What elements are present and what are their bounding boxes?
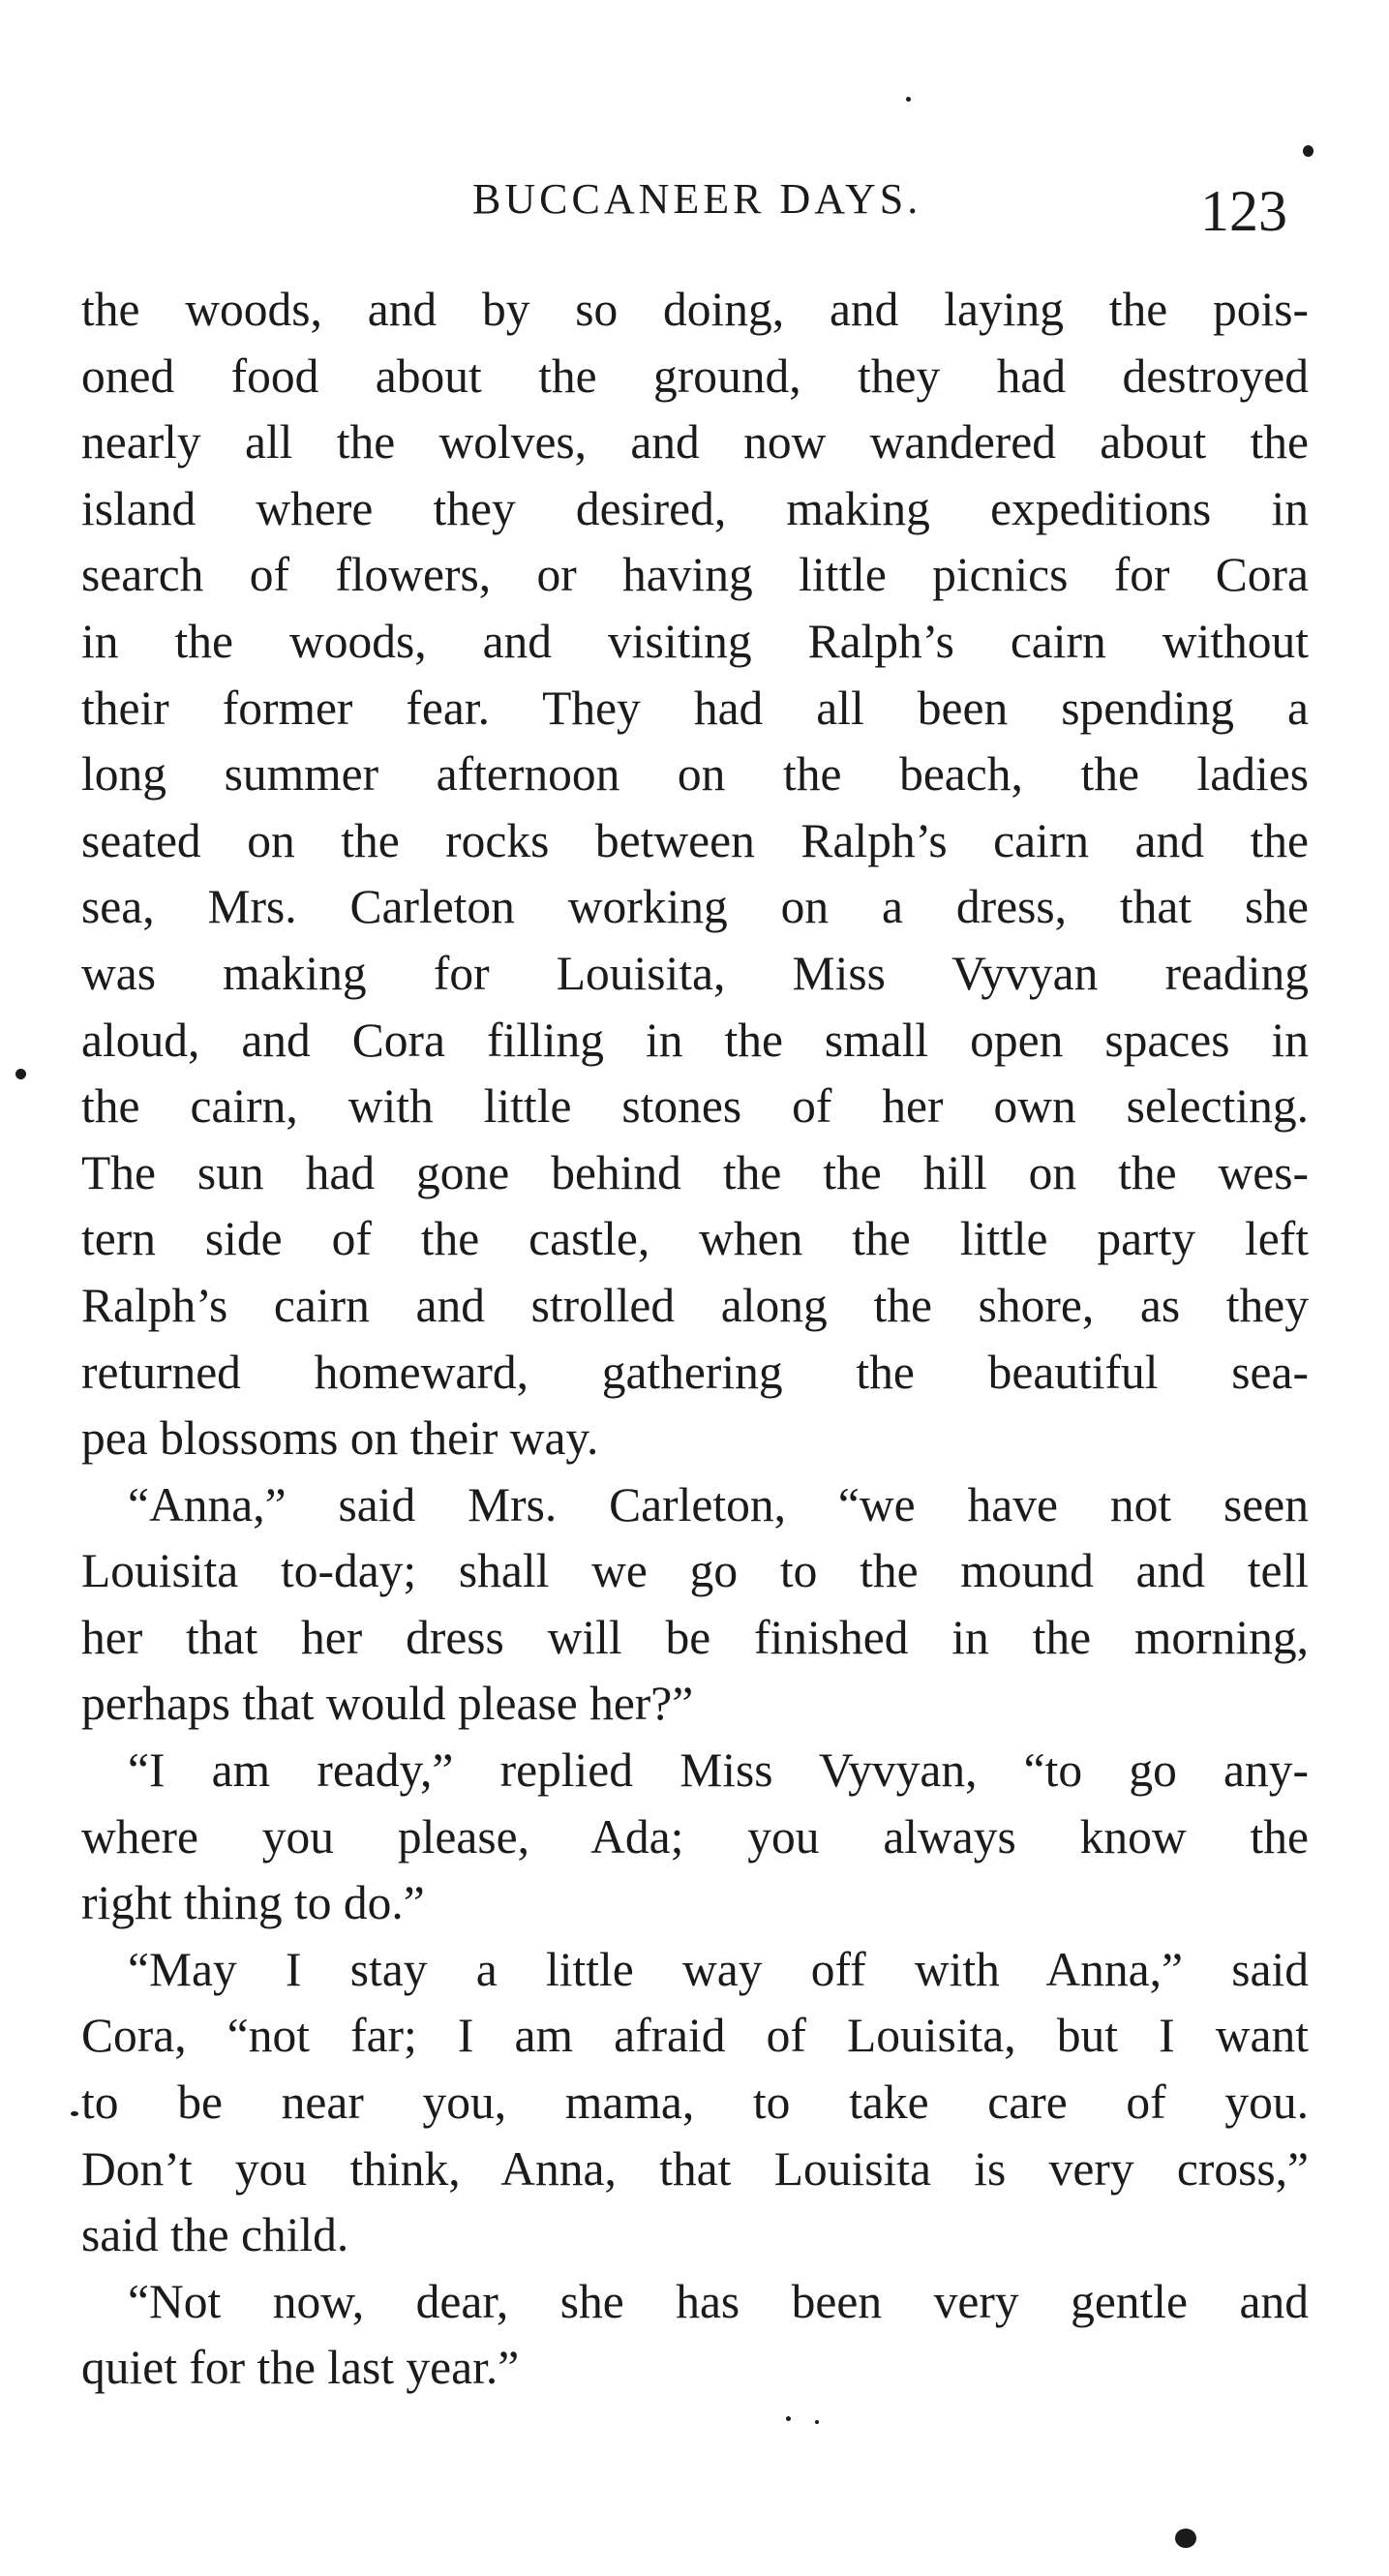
page-number: 123 <box>1200 179 1287 243</box>
text-line: their former fear. They had all been spending a <box>81 681 1309 735</box>
body-text <box>81 277 1309 2402</box>
text-line: returned homeward, gathering the beautiful sea- <box>81 1345 1309 1399</box>
text-line: island where they desired, making expeditions in <box>81 481 1309 535</box>
text-line: sea, Mrs. Carleton working on a dress, that she <box>81 880 1309 934</box>
text-line: was making for Louisita, Miss Vyvyan reading <box>81 946 1309 1000</box>
text-line: aloud, and Cora filling in the small open spaces in <box>81 1013 1309 1067</box>
text-line: her that her dress will be finished in the morning, <box>81 1610 1309 1664</box>
print-speck <box>786 2416 791 2421</box>
print-speck <box>1175 2529 1196 2548</box>
text-line: The sun had gone behind the the hill on the wes- <box>81 1145 1309 1199</box>
paragraph-4 <box>81 1937 1309 2269</box>
text-line: quiet for the last year.” <box>81 2341 520 2395</box>
print-speck <box>1303 145 1314 157</box>
text-line: “I am ready,” replied Miss Vyvyan, “to go any- <box>128 1743 1309 1798</box>
text-line: said the child. <box>81 2208 349 2262</box>
text-line: “May I stay a little way off with Anna,” said <box>128 1942 1309 1996</box>
paragraph-1 <box>81 277 1309 1472</box>
text-line: long summer afternoon on the beach, the ladies <box>81 747 1309 802</box>
text-line: right thing to do.” <box>81 1876 425 1930</box>
text-line: search of flowers, or having little picnics for Cora <box>81 548 1309 602</box>
paragraph-5 <box>81 2269 1309 2402</box>
text-line: to be near you, mama, to take care of you. <box>81 2076 1309 2130</box>
text-line: in the woods, and visiting Ralph’s cairn without <box>81 614 1309 668</box>
print-speck <box>906 97 911 102</box>
paragraph-2 <box>81 1472 1309 1738</box>
text-line: Louisita to-day; shall we go to the mound and tell <box>81 1544 1309 1598</box>
text-line: oned food about the ground, they had destroyed <box>81 349 1309 403</box>
text-line: tern side of the castle, when the little party left <box>81 1212 1309 1266</box>
text-line: the woods, and by so doing, and laying the pois- <box>81 283 1309 336</box>
text-line: “Anna,” said Mrs. Carleton, “we have not seen <box>128 1477 1309 1531</box>
text-line: “Not now, dear, she has been very gentle and <box>128 2274 1309 2328</box>
text-line: Cora, “not far; I am afraid of Louisita, but I want <box>81 2009 1309 2063</box>
running-title: BUCCANEER DAYS. <box>472 175 922 223</box>
paragraph-3 <box>81 1738 1309 1937</box>
text-line: Don’t you think, Anna, that Louisita is very cross,” <box>81 2141 1309 2196</box>
print-speck <box>815 2420 819 2424</box>
text-line: nearly all the wolves, and now wandered about the <box>81 415 1309 470</box>
text-line: perhaps that would please her?” <box>81 1677 694 1731</box>
print-speck <box>71 2111 78 2116</box>
print-speck <box>15 1069 26 1079</box>
running-head <box>0 163 1389 243</box>
text-line: where you please, Ada; you always know the <box>81 1809 1309 1864</box>
text-line: Ralph’s cairn and strolled along the shore, as they <box>81 1278 1309 1332</box>
text-line: seated on the rocks between Ralph’s cairn and the <box>81 813 1309 867</box>
text-line: pea blossoms on their way. <box>81 1411 599 1466</box>
text-line: the cairn, with little stones of her own selecting. <box>81 1079 1309 1134</box>
